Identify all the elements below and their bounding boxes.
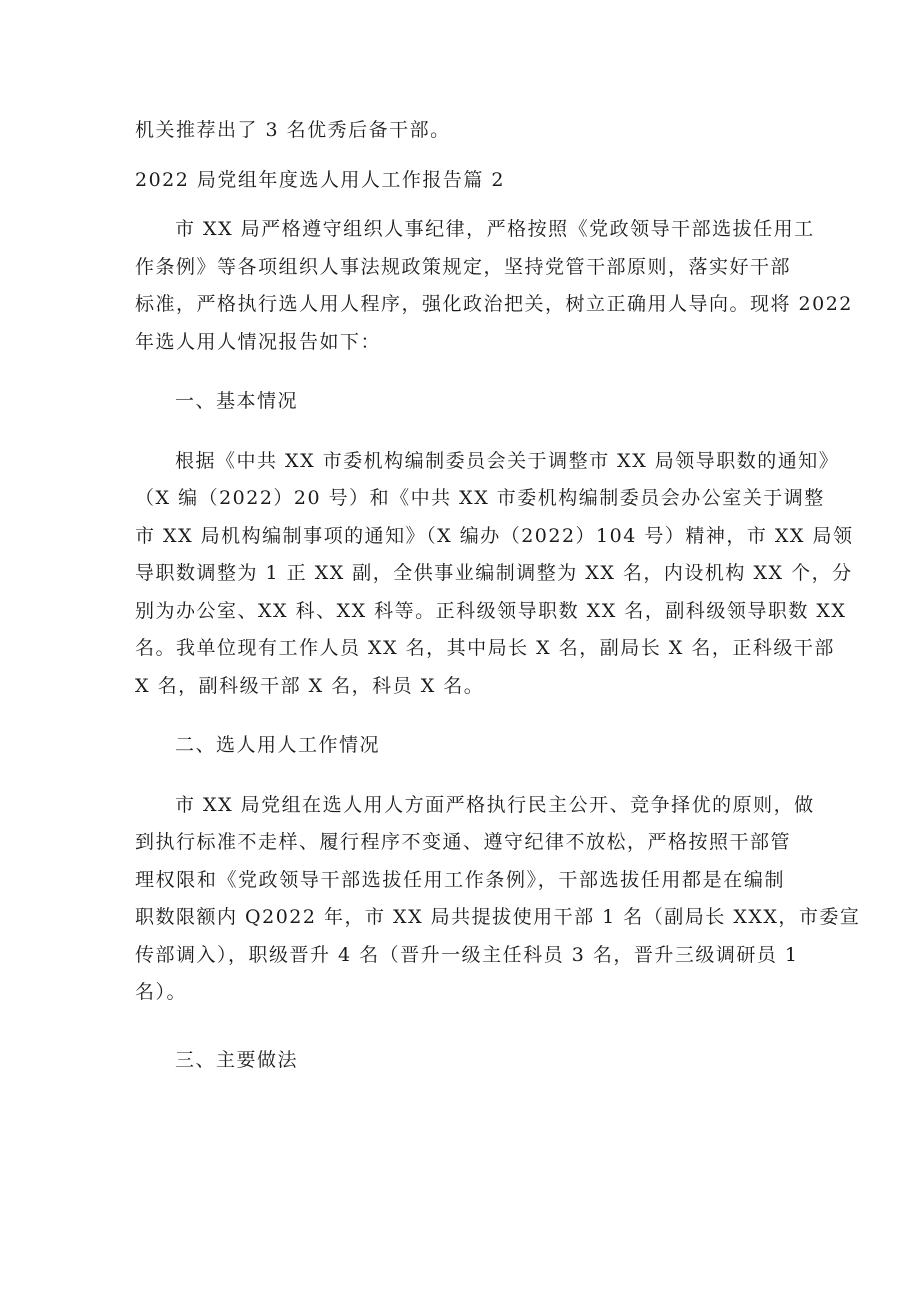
section-heading-work: 二、选人用人工作情况 [175, 734, 381, 756]
paragraph-line: 名）。 [135, 981, 188, 1003]
paragraph-line: 市 XX 局机构编制事项的通知》（X 编办（2022）104 号）精神，市 XX 局领 [135, 524, 854, 547]
paragraph-line: 根据《中共 XX 市委机构编制委员会关于调整市 XX 局领导职数的通知》 [175, 449, 840, 472]
basic-situation-paragraph [135, 443, 854, 706]
paragraph-line: 标准，严格执行选人用人程序，强化政治把关，树立正确用人导向。现将 2022 [135, 293, 853, 315]
paragraph-line: 市 XX 局党组在选人用人方面严格执行民主公开、竞争择优的原则，做 [175, 793, 815, 816]
intro-paragraph [135, 211, 853, 361]
paragraph-line: 导职数调整为 1 正 XX 副，全供事业编制调整为 XX 名，内设机构 XX 个，分 [135, 562, 853, 584]
section-heading-basic: 一、基本情况 [175, 390, 299, 412]
paragraph-line: 到执行标准不走样、履行程序不变通、遵守纪律不放松，严格按照干部管 [135, 831, 792, 853]
paragraph-line: 职数限额内 Q2022 年，市 XX 局共提拔使用干部 1 名（副局长 XXX，市委宣 [135, 906, 861, 928]
paragraph-line: 名。我单位现有工作人员 XX 名，其中局长 X 名，副局长 X 名，正科级干部 [135, 637, 835, 659]
paragraph-line: 作条例》等各项组织人事法规政策规定，坚持党管干部原则，落实好干部 [135, 255, 792, 278]
paragraph-line: （X 编（2022）20 号）和《中共 XX 市委机构编制委员会办公室关于调整 [135, 487, 825, 509]
paragraph-line: 年选人用人情况报告如下： [135, 330, 382, 353]
paragraph-line: X 名，副科级干部 X 名，科员 X 名。 [135, 674, 485, 697]
paragraph-line: 市 XX 局严格遵守组织人事纪律，严格按照《党政领导干部选拔任用工 [175, 218, 815, 240]
continuation-text: 机关推荐出了 3 名优秀后备干部。 [135, 119, 451, 141]
article-title: 2022 局党组年度选人用人工作报告篇 2 [135, 168, 506, 191]
paragraph-line: 理权限和《党政领导干部选拔任用工作条例》，干部选拔任用都是在编制 [135, 868, 785, 891]
paragraph-line: 别为办公室、XX 科、XX 科等。正科级领导职数 XX 名，副科级领导职数 XX [135, 599, 847, 622]
section-heading-practices: 三、主要做法 [175, 1048, 299, 1071]
document-body [135, 112, 861, 1079]
paragraph-line: 传部调入），职级晋升 4 名（晋升一级主任科员 3 名，晋升三级调研员 1 [135, 943, 799, 966]
work-situation-paragraph [135, 787, 861, 1012]
